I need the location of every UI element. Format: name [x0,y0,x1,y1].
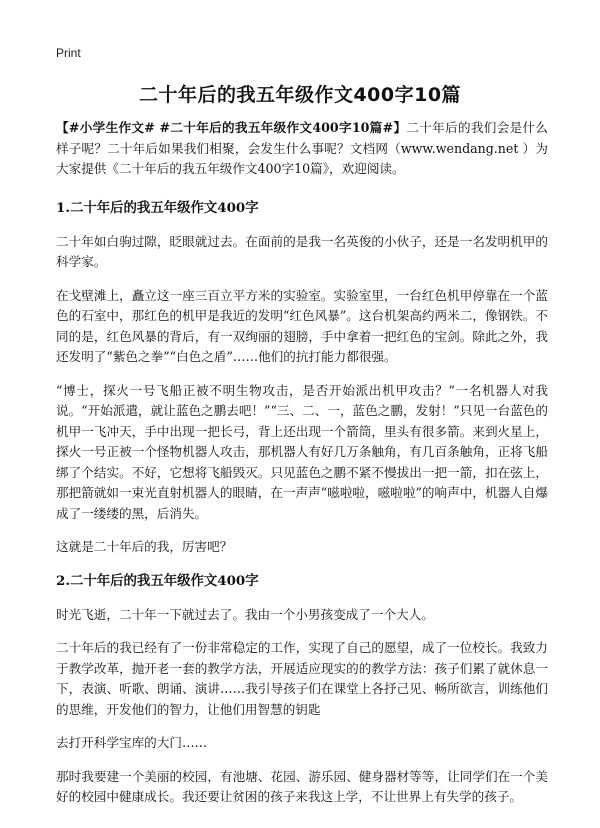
intro-paragraph [56,118,548,180]
print-label: Print [56,46,81,60]
paragraph: 时光飞逝，二十年一下就过去了。我由一个小男孩变成了一个大人。 [56,606,434,622]
document-body [56,118,548,821]
section-heading: 2.二十年后的我五年级作文400字 [56,572,259,589]
paragraph: “博士，探火一号飞船正被不明生物攻击，是否开始派出机甲攻击？”一名机器人对我说。“开始派遣，就让蓝色之鹏去吧！”“三、二、一，蓝色之鹏，发射！”只见一台蓝色的机甲一飞冲天，手中出现一把长弓，背上还出现一个箭筒，里头有很多箭。来到火星上，探火一号正被一个怪物机器人攻击，那机器人有好几万条触角，有几百条触角，正将飞船绑了个结实。不好，它想将飞船毁灭。只见蓝色之鹏不紧不慢拔出一把一箭，扣在弦上，那把箭就如一束光直射机器人的眼睛，在一声声“嗞啦啦，嗞啦啦”的响声中，机器人自爆成了一缕缕的黑，后消失。 [56,382,548,521]
paragraph: 二十年如白驹过隙，眨眼就过去。在面前的是我一名英俊的小伙子，还是一名发明机甲的科学家。 [56,233,548,269]
intro-text: 二十年后的我们会是什么样子呢？二十年后如果我们相聚，会发生什么事呢？文档网（www.wendang.net ）为大家提供《二十年后的我五年级作文400字10篇》，欢迎阅读。 [56,120,548,176]
paragraph: 二十年后的我已经有了一份非常稳定的工作，实现了自己的愿望，成了一位校长。我致力于教学改革，抛开老一套的教学方法，开展适应现实的的教学方法：孩子们累了就休息一下，表演、听歌、朗诵、演讲……我引导孩子们在课堂上各抒己见、畅所欲言，训练他们的思维，开发他们的智力，让他们用智慧的钥匙 [56,640,548,717]
paragraph: 这就是二十年后的我，厉害吧？ [56,539,233,554]
document-title: 二十年后的我五年级作文400字10篇 [138,84,462,106]
paragraph: 那时我要建一个美丽的校园，有池塘、花园、游乐园、健身器材等等，让同学们在一个美好的校园中健康成长。我还要让贫困的孩子来我这上学，不让世界上有失学的孩子。 [56,768,548,804]
section-heading: 1.二十年后的我五年级作文400字 [56,199,259,216]
intro-tags: 【#小学生作文# #二十年后的我五年级作文400字10篇#】 [56,120,407,135]
paragraph: 去打开科学宝库的大门…… [56,735,208,750]
paragraph: 在戈壁滩上，矗立这一座三百立平方米的实验室。实验室里，一台红色机甲停靠在一个蓝色的石室中，那红色的机甲是我近的发明“红色风暴”。这台机架高约两米二，像钢铁。不同的是，红色风暴的背后，有一双绚丽的翅膀，手中拿着一把红色的宝剑。除此之外，我还发明了“紫色之拳”“白色之盾”……他们的抗打能力都很强。 [56,287,548,364]
